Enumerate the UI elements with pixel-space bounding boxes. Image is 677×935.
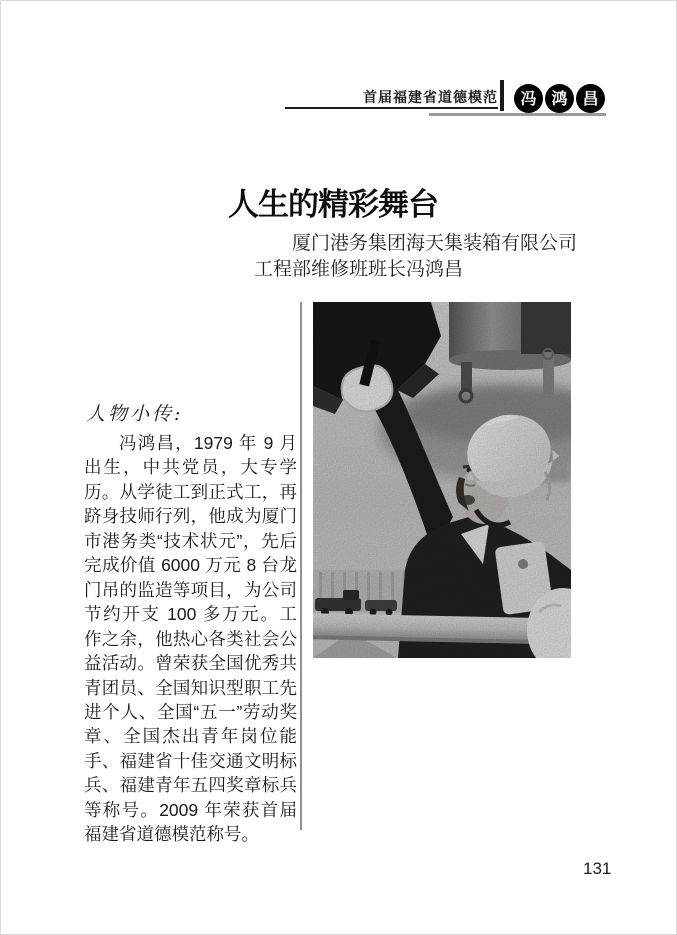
- seal-icon-1: 冯: [514, 84, 543, 113]
- header-rule: [285, 107, 498, 109]
- article-title: 人生的精彩舞台: [228, 187, 438, 223]
- bio-paragraph: 冯鸿昌，1979 年 9 月出生，中共党员，大专学历。从学徒工到正式工，再跻身技师行列，他成为厦门市港务类“技术状元”，先后完成价值 6000 万元 8 台龙门吊的监造等项目，为公司节约开支 100 多万元。工作之余，他热心各类社会公益活动。曾荣获全国优秀共青团员、全国知识型职工先进个人、全国“五一”劳动奖章、全国杰出青年岗位能手、福建省十佳交通文明标兵、福建青年五四奖章标兵等称号。2009 年荣获首届福建省道德模范称号。: [84, 433, 297, 845]
- seal-icon-3: 昌: [576, 84, 605, 113]
- column-divider: [300, 302, 302, 830]
- byline-line1: 厦门港务集团海天集装箱有限公司: [291, 233, 577, 254]
- seal-icon-2: 鸿: [545, 84, 574, 113]
- worker-photo: [313, 302, 571, 658]
- name-seals: [514, 84, 605, 113]
- header-divider-bar: [500, 80, 504, 111]
- byline-line2: 工程部维修班班长冯鸿昌: [254, 259, 464, 280]
- page-number: 131: [583, 859, 612, 878]
- byline: [254, 231, 577, 283]
- running-head: 首届福建省道德模范: [363, 89, 498, 105]
- header-underline: [429, 113, 606, 116]
- bio-heading: 人物小传:: [86, 403, 184, 425]
